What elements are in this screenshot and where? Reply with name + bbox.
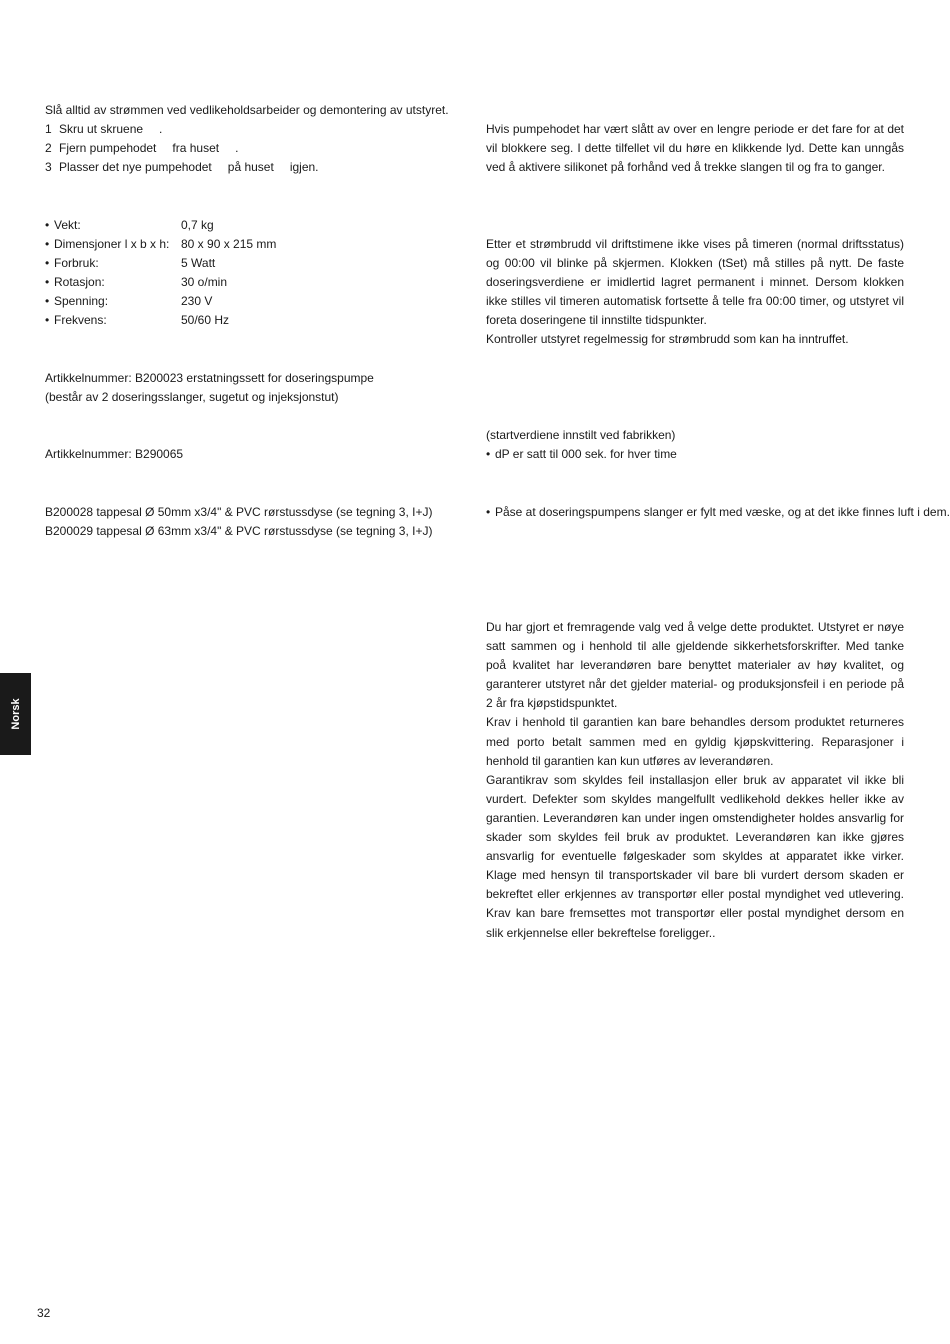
spec-row: • Dimensjoner l x b x h: 80 x 90 x 215 mm — [45, 237, 277, 252]
language-tab-label: Norsk — [9, 698, 22, 730]
page-number: 32 — [37, 1306, 51, 1320]
language-tab — [0, 673, 31, 755]
spec-row: • Vekt: 0,7 kg — [45, 218, 214, 232]
power-outage-text: Etter et strømbrudd vil driftstimene ikke vises på timeren (normal driftsstatus) og 00:00 vil blinke på skjermen. Klokken (tSet) må stilles på nytt. De faste doseringsverdiene er imidlertid lagret permanent i minnet. Dersom klokken ikke stilles vil timeren automatisk fortsette å telle fra 00:00 timer, og utstyret vil foreta doseringene til innstilte tidspunkter. — [486, 237, 904, 328]
warranty-paragraph: Krav i henhold til garantien kan bare behandles dersom produktet returneres med porto betalt sammen med en gyldig kjøpskvittering. Reparasjoner i henhold til garantien kan kun utføres av leverandøren. — [486, 715, 904, 768]
hose-bullet: • Påse at doseringspumpens slanger er fylt med væske, og at det ikke finnes luft i dem. — [486, 505, 950, 519]
warranty-paragraph: Du har gjort et fremragende valg ved å velge dette produktet. Utstyret er nøye satt sammen og i henhold til alle gjeldende sikkerhetsforskrifter. Med tanke poå kvalitet har leverandøren bare benyttet materialer av høy kvalitet, og garanterer utstyret når det gjelder material- og produksjonsfeil i en periode på 2 år fra kjøpstidspunktet. — [486, 620, 904, 711]
power-outage-section — [486, 235, 904, 350]
step-3: 3 Plasser det nye pumpehodet på huset igjen. — [45, 160, 319, 175]
step-2: 2 Fjern pumpehodet fra huset . — [45, 141, 239, 156]
warranty-section — [486, 618, 904, 943]
spec-row: • Forbruk: 5 Watt — [45, 256, 216, 271]
article-accessories: B200028 tappesal Ø 50mm x3/4" & PVC rørstussdyse (se tegning 3, I+J) B200029 tappesal Ø 63mm x3/4" & PVC rørstussdyse (se tegning 3, I+J) — [45, 505, 433, 539]
article-number: Artikkelnummer: B290065 — [45, 447, 184, 461]
maintenance-intro: Slå alltid av strømmen ved vedlikeholdsarbeider og demontering av utstyret. — [45, 103, 449, 117]
warranty-paragraph: Garantikrav som skyldes feil installasjon eller bruk av apparatet vil ikke bli vurdert. Defekter som skyldes mangelfullt vedlikehold dekkes heller ikke av garantien. Leverandøren kan under ingen omstendigheter holdes ansvarlig for skader som skyldes feil bruk av produktet. Leverandøren kan ikke gjøres ansvarlig for eventuelle følgeskader som skyldes at apparatet ikke virker. Klage med hensyn til transportskader vil bare bli vurdert dersom skaden er bekreftet eller erkjennes av transportør eller postal myndighet ved utlevering. Krav kan bare fremsettes mot transportør eller postal myndighet dersom en slik erkjennelse eller bekreftelse foreligger.. — [486, 772, 904, 940]
article-replacement-kit: Artikkelnummer: B200023 erstatningssett for doseringspumpe (består av 2 doseringsslanger, sugetut og injeksjonstut) — [45, 371, 374, 405]
specs-list — [45, 216, 445, 331]
power-check-text: Kontroller utstyret regelmessig for strømbrudd som kan ha inntruffet. — [486, 332, 849, 347]
factory-settings-section — [486, 426, 904, 464]
hose-section — [486, 503, 950, 522]
spec-row: • Spenning: 230 V — [45, 294, 213, 309]
pumphead-text: Hvis pumpehodet har vært slått av over en lengre periode er det fare for at det vil blokkere seg. I dette tilfellet vil du høre en klikkende lyd. Dette kan unngås ved å aktivere silikonet på forhånd ved å trekke slangen til og fra to ganger. — [486, 122, 904, 175]
step-1: 1 Skru ut skruene . — [45, 122, 163, 137]
factory-note: (startverdiene innstilt ved fabrikken) — [486, 428, 676, 442]
spec-row: • Frekvens: 50/60 Hz — [45, 313, 230, 328]
maintenance-section — [45, 101, 449, 177]
pumphead-section — [486, 120, 904, 177]
spec-row: • Rotasjon: 30 o/min — [45, 275, 228, 290]
factory-bullet: • dP er satt til 000 sek. for hver time — [486, 447, 677, 462]
